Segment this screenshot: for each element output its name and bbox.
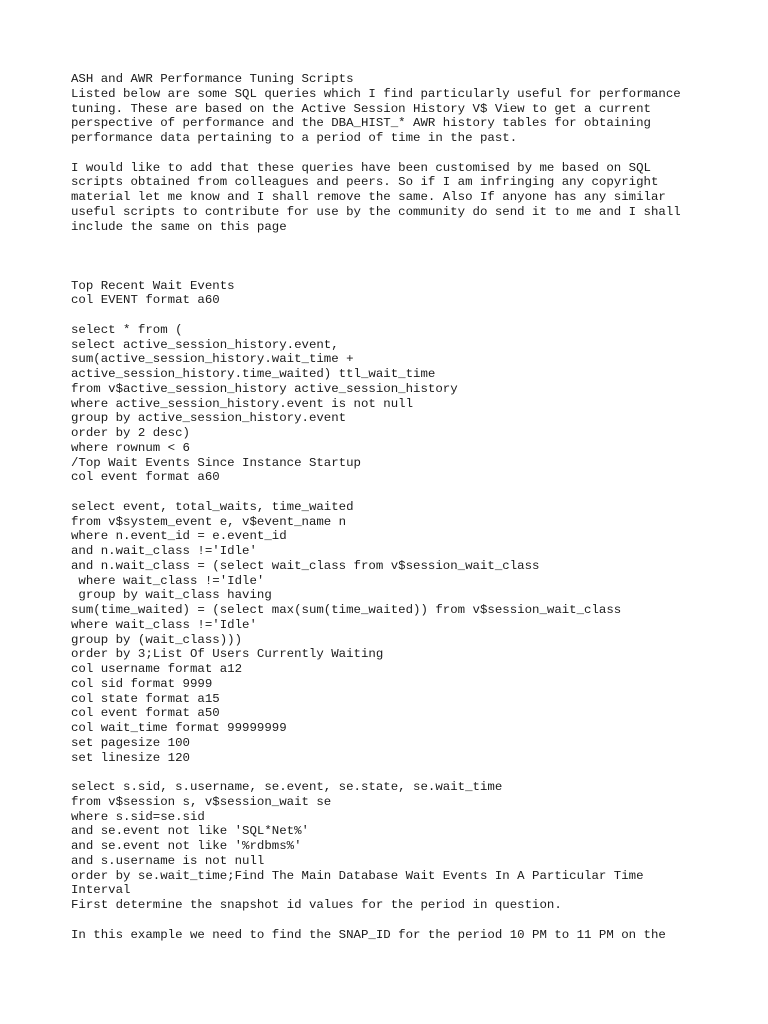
text-line: /Top Wait Events Since Instance Startup (71, 455, 361, 470)
text-line: and n.wait_class = (select wait_class from v$session_wait_class (71, 558, 540, 573)
text-line: from v$session s, v$session_wait se (71, 794, 332, 809)
blank-line (71, 264, 731, 279)
text-line: where wait_class !='Idle' (71, 573, 265, 588)
blank-line (71, 234, 731, 249)
text-line: useful scripts to contribute for use by the community do send it to me and I shall (71, 204, 681, 219)
text-line: and s.username is not null (71, 853, 265, 868)
text-line: ASH and AWR Performance Tuning Scripts (71, 72, 354, 86)
blank-line (71, 913, 731, 928)
text-line: col EVENT format a60 (71, 293, 220, 308)
text-line: Top Recent Wait Events (71, 278, 235, 293)
blank-line (71, 308, 731, 323)
text-line: perspective of performance and the DBA_HIST_* AWR history tables for obtaining (71, 116, 651, 131)
text-line: group by active_session_history.event (71, 411, 347, 426)
text-line: set pagesize 100 (71, 735, 190, 750)
text-line: where rownum < 6 (71, 440, 190, 455)
text-line: col sid format 9999 (71, 676, 213, 691)
text-line: col event format a60 (71, 470, 220, 485)
text-line: scripts obtained from colleagues and peers. So if I am infringing any copyright (71, 175, 659, 190)
text-line: col state format a15 (71, 691, 220, 706)
text-line: col username format a12 (71, 662, 243, 676)
text-line: group by (wait_class))) (71, 632, 243, 647)
text-line: Listed below are some SQL queries which I find particularly useful for performance (71, 86, 681, 101)
text-line: select s.sid, s.username, se.event, se.state, se.wait_time (71, 780, 503, 794)
text-line: material let me know and I shall remove the same. Also If anyone has any similar (71, 190, 666, 204)
text-line: from v$system_event e, v$event_name n (71, 514, 347, 529)
text-line: sum(active_session_history.wait_time + (71, 352, 354, 367)
text-line: order by 3;List Of Users Currently Waiting (71, 647, 384, 662)
text-line: where n.event_id = e.event_id (71, 529, 287, 544)
blank-line (71, 249, 731, 264)
blank-line (71, 765, 731, 780)
text-line: and se.event not like '%rdbms%' (71, 839, 302, 853)
blank-line (71, 485, 731, 500)
text-line: In this example we need to find the SNAP_ID for the period 10 PM to 11 PM on the (71, 927, 666, 942)
text-line: select active_session_history.event, (71, 337, 339, 352)
text-line: col event format a50 (71, 706, 220, 721)
blank-line (71, 146, 731, 161)
text-line: sum(time_waited) = (select max(sum(time_waited)) from v$session_wait_class (71, 603, 622, 617)
document-body (71, 72, 731, 942)
text-line: col wait_time format 99999999 (71, 721, 287, 735)
text-line: set linesize 120 (71, 750, 190, 765)
text-line: active_session_history.time_waited) ttl_wait_time (71, 367, 436, 381)
text-line: and se.event not like 'SQL*Net%' (71, 824, 309, 839)
text-line: from v$active_session_history active_session_history (71, 381, 458, 396)
text-line: performance data pertaining to a period of time in the past. (71, 131, 518, 145)
text-line: order by se.wait_time;Find The Main Database Wait Events In A Particular Time (71, 868, 644, 883)
text-line: select event, total_waits, time_waited (71, 499, 354, 514)
text-line: I would like to add that these queries have been customised by me based on SQL (71, 160, 651, 175)
text-line: where wait_class !='Idle' (71, 617, 257, 632)
text-line: include the same on this page (71, 219, 287, 234)
text-line: Interval (71, 883, 131, 898)
text-line: First determine the snapshot id values for the period in question. (71, 898, 562, 912)
text-line: where active_session_history.event is not null (71, 396, 414, 411)
text-line: order by 2 desc) (71, 426, 190, 440)
text-line: where s.sid=se.sid (71, 809, 205, 824)
text-line: tuning. These are based on the Active Session History V$ View to get a current (71, 101, 651, 116)
text-line: and n.wait_class !='Idle' (71, 544, 257, 558)
text-line: select * from ( (71, 322, 183, 337)
text-line: group by wait_class having (71, 588, 272, 603)
